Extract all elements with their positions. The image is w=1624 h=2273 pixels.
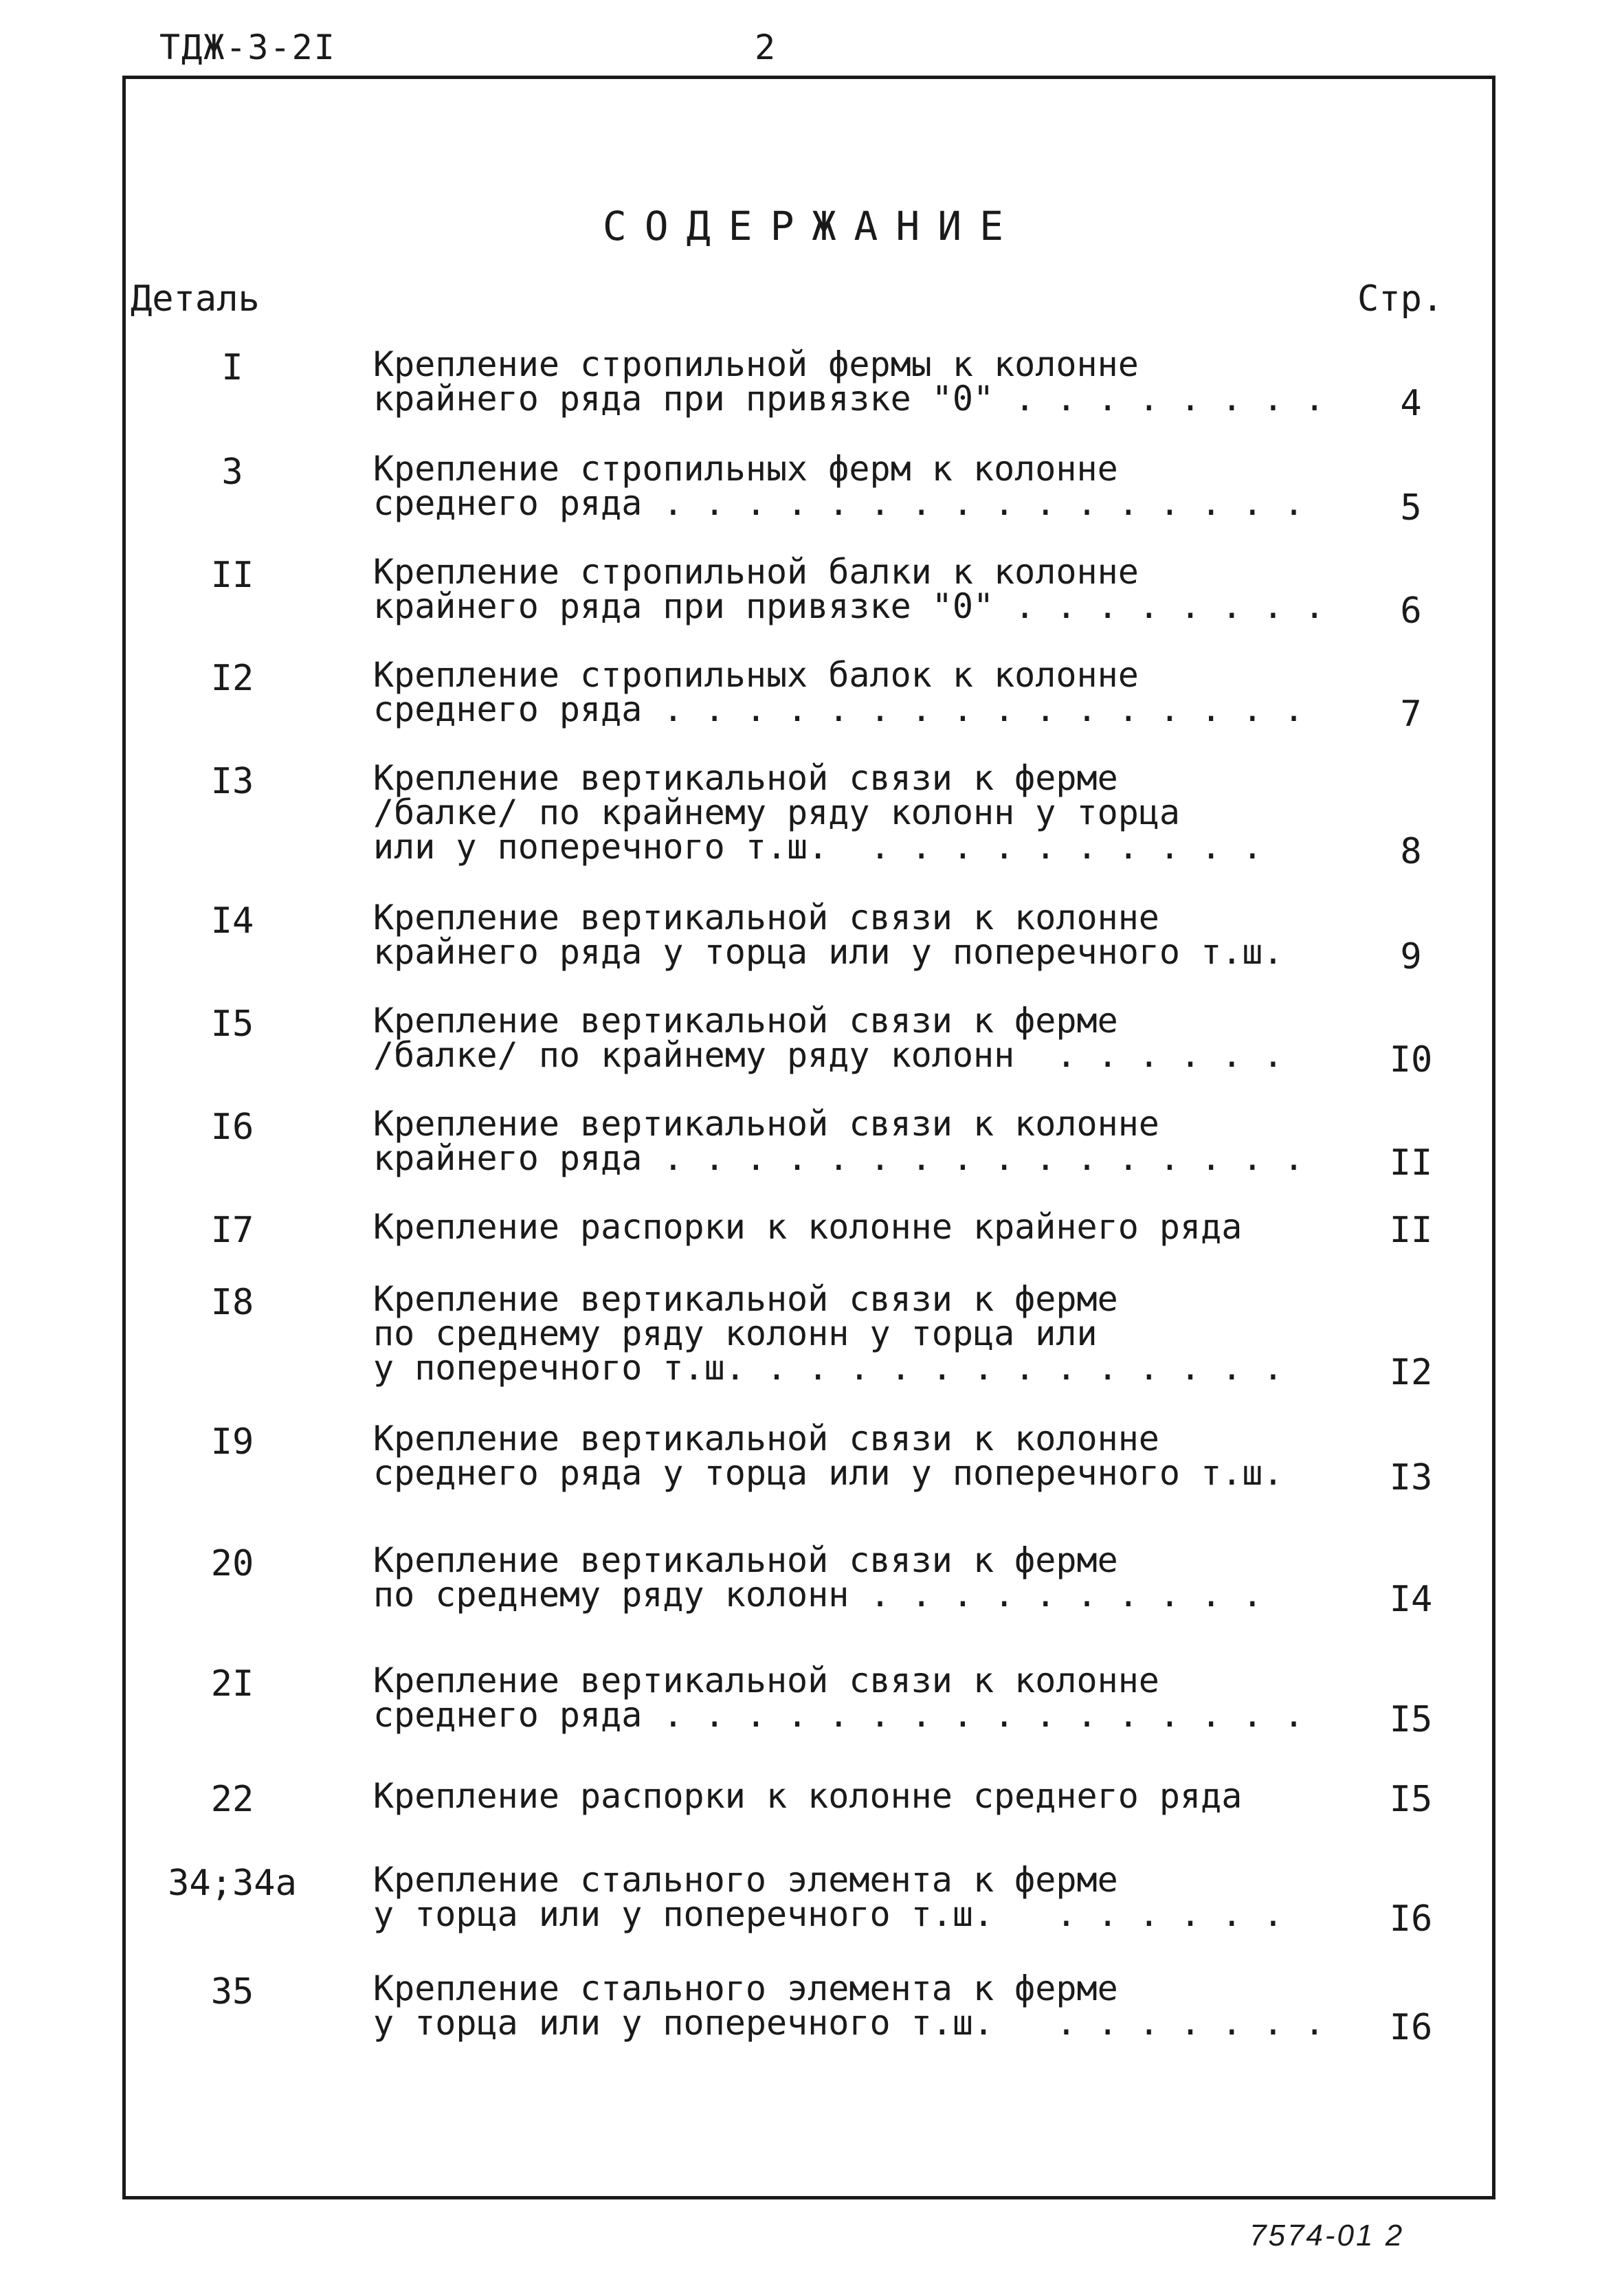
detail-number: I2 <box>210 658 254 699</box>
page-number: 4 <box>1400 383 1422 424</box>
page-number: 8 <box>1400 831 1422 872</box>
detail-description: Крепление стропильной балки к колонне крайнего ряда при привязке "0" . . . . . . . . <box>373 552 1325 626</box>
detail-number: 3 <box>221 452 243 493</box>
detail-number: II <box>210 555 254 596</box>
detail-description: Крепление вертикальной связи к ферме по среднему ряду колонн у торца или у поперечного т.ш. . . . . . . . . . . . . . <box>373 1279 1284 1388</box>
page-number: 6 <box>1400 590 1422 632</box>
detail-description: Крепление вертикальной связи к колонне среднего ряда . . . . . . . . . . . . . . . . <box>373 1661 1304 1735</box>
detail-number: I5 <box>210 1004 254 1045</box>
detail-number: I8 <box>210 1282 254 1323</box>
page-number: I6 <box>1389 1898 1433 1940</box>
page-number: I3 <box>1389 1457 1433 1498</box>
document-number-stamp: 7574-01 2 <box>1249 2219 1405 2252</box>
detail-description: Крепление распорки к колонне среднего ряда <box>373 1776 1243 1816</box>
detail-description: Крепление стального элемента к ферме у торца или у поперечного т.ш. . . . . . . . <box>373 1969 1325 2043</box>
document-code: ТДЖ-3-2I <box>159 27 336 67</box>
page-number: 7 <box>1400 694 1422 735</box>
detail-number: 20 <box>210 1543 254 1584</box>
detail-number: I3 <box>210 761 254 802</box>
page-number: II <box>1389 1210 1433 1251</box>
page-column-header: Стр. <box>1357 278 1444 320</box>
detail-description: Крепление вертикальной связи к колонне среднего ряда у торца или у поперечного т.ш. <box>373 1419 1284 1493</box>
detail-number: I6 <box>210 1107 254 1148</box>
page-number: I5 <box>1389 1779 1433 1820</box>
page-number: 9 <box>1400 936 1422 977</box>
detail-description: Крепление стального элемента к ферме у торца или у поперечного т.ш. . . . . . . <box>373 1860 1284 1934</box>
sheet-number: 2 <box>755 27 776 67</box>
page-number: II <box>1389 1142 1433 1184</box>
detail-description: Крепление вертикальной связи к ферме /балке/ по крайнему ряду колонн у торца или у поперечного т.ш. . . . . . . . . . . <box>373 758 1263 867</box>
detail-number: I <box>221 347 243 388</box>
page-number: I0 <box>1389 1039 1433 1080</box>
detail-number: 35 <box>210 1971 254 2013</box>
page-title: СОДЕРЖАНИЕ <box>602 203 1022 250</box>
detail-number: I9 <box>210 1421 254 1463</box>
page-number: I6 <box>1389 2007 1433 2048</box>
detail-description: Крепление стропильных ферм к колонне среднего ряда . . . . . . . . . . . . . . . . <box>373 449 1304 523</box>
detail-description: Крепление вертикальной связи к ферме /балке/ по крайнему ряду колонн . . . . . . <box>373 1001 1284 1075</box>
detail-description: Крепление вертикальной связи к ферме по среднему ряду колонн . . . . . . . . . . <box>373 1540 1263 1615</box>
page-number: I5 <box>1389 1699 1433 1740</box>
detail-number: I4 <box>210 900 254 942</box>
detail-description: Крепление вертикальной связи к колонне крайнего ряда . . . . . . . . . . . . . . . . <box>373 1104 1304 1178</box>
detail-description: Крепление вертикальной связи к колонне крайнего ряда у торца или у поперечного т.ш. <box>373 898 1284 972</box>
page-number: I2 <box>1389 1352 1433 1393</box>
detail-number: I7 <box>210 1210 254 1251</box>
page-number: 5 <box>1400 487 1422 529</box>
detail-description: Крепление стропильной фермы к колонне крайнего ряда при привязке "0" . . . . . . . . <box>373 344 1325 419</box>
detail-column-header: Деталь <box>131 278 260 320</box>
detail-description: Крепление стропильных балок к колонне среднего ряда . . . . . . . . . . . . . . . . <box>373 655 1304 729</box>
detail-description: Крепление распорки к колонне крайнего ряда <box>373 1207 1243 1247</box>
detail-number: 22 <box>210 1779 254 1820</box>
page-number: I4 <box>1389 1579 1433 1620</box>
detail-number: 34;34а <box>168 1863 297 1904</box>
detail-number: 2I <box>210 1663 254 1705</box>
